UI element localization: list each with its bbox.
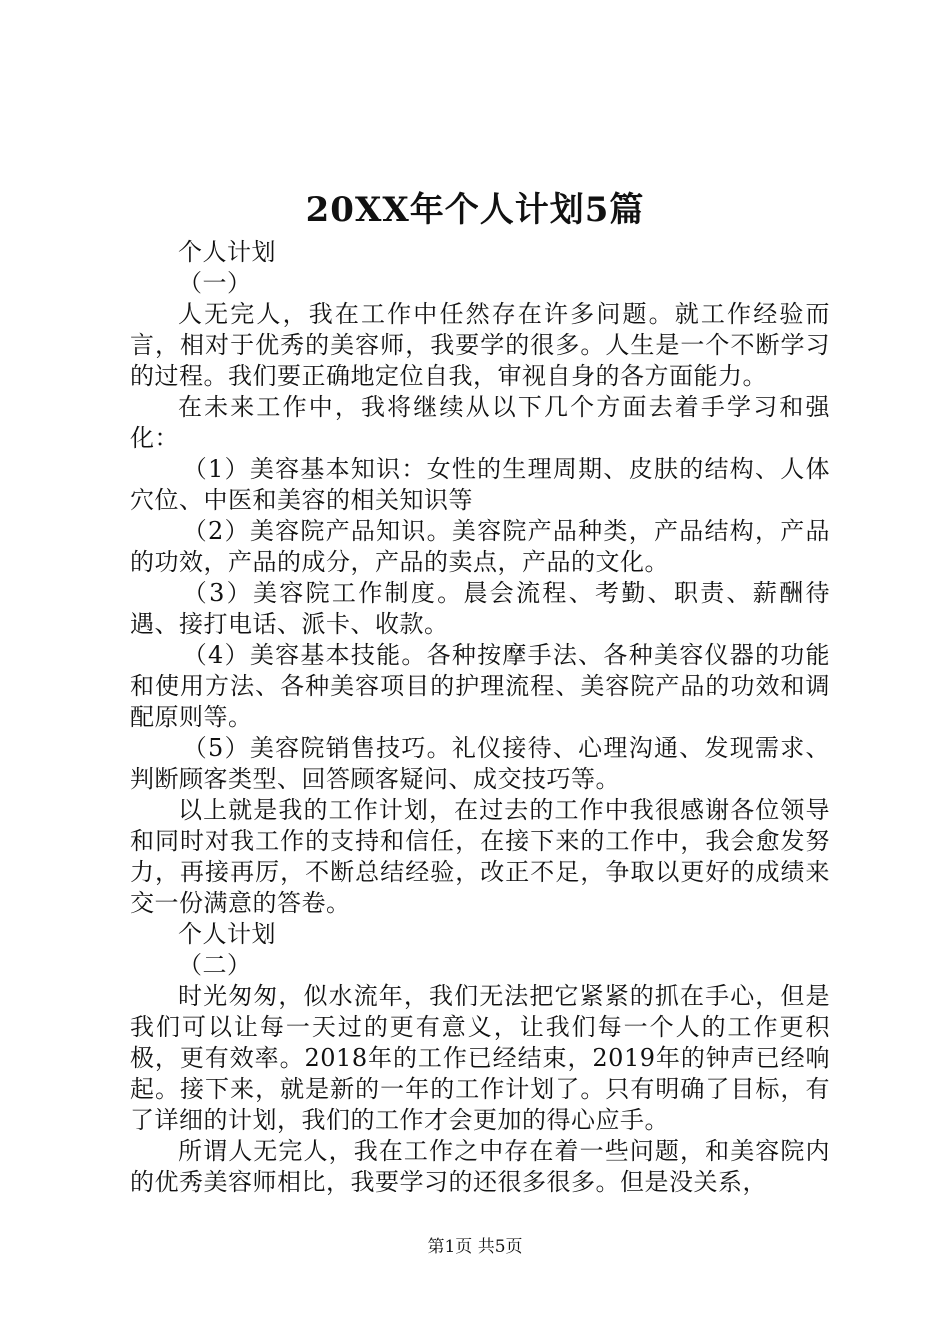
list-item: （5）美容院销售技巧。礼仪接待、心理沟通、发现需求、判断顾客类型、回答顾客疑问、成交技巧等。 [130, 734, 830, 793]
body-paragraph: 以上就是我的工作计划，在过去的工作中我很感谢各位领导和同时对我工作的支持和信任，在接下来的工作中，我会愈发努力，再接再厉，不断总结经验，改正不足，争取以更好的成绩来交一份满意的答卷。 [130, 796, 830, 917]
section-number: （一） [178, 269, 252, 297]
list-item: （2）美容院产品知识。美容院产品种类，产品结构，产品的功效，产品的成分，产品的卖点，产品的文化。 [130, 517, 830, 576]
list-item: （4）美容基本技能。各种按摩手法、各种美容仪器的功能和使用方法、各种美容项目的护理流程、美容院产品的功效和调配原则等。 [130, 641, 830, 731]
list-item: （3）美容院工作制度。晨会流程、考勤、职责、薪酬待遇、接打电话、派卡、收款。 [130, 579, 830, 638]
body-paragraph: 所谓人无完人，我在工作之中存在着一些问题，和美容院内的优秀美容师相比，我要学习的还很多很多。但是没关系， [130, 1137, 830, 1196]
page-footer: 第1页 共5页 [427, 1237, 523, 1257]
body-paragraph: 人无完人，我在工作中任然存在许多问题。就工作经验而言，相对于优秀的美容师，我要学的很多。人生是一个不断学习的过程。我们要正确地定位自我，审视自身的各方面能力。 [130, 300, 830, 390]
document-body [130, 237, 830, 1198]
section-heading: 个人计划 [178, 238, 276, 266]
section-number: （二） [178, 951, 252, 979]
body-paragraph: 在未来工作中，我将继续从以下几个方面去着手学习和强化： [130, 393, 830, 452]
document-title: 20XX年个人计划5篇 [305, 190, 645, 230]
body-paragraph: 时光匆匆，似水流年，我们无法把它紧紧的抓在手心，但是我们可以让每一天过的更有意义，让我们每一个人的工作更积极，更有效率。2018年的工作已经结束，2019年的钟声已经响起。接下来，就是新的一年的工作计划了。只有明确了目标，有了详细的计划，我们的工作才会更加的得心应手。 [130, 982, 830, 1134]
list-item: （1）美容基本知识：女性的生理周期、皮肤的结构、人体穴位、中医和美容的相关知识等 [130, 455, 830, 514]
section-heading: 个人计划 [178, 920, 276, 948]
